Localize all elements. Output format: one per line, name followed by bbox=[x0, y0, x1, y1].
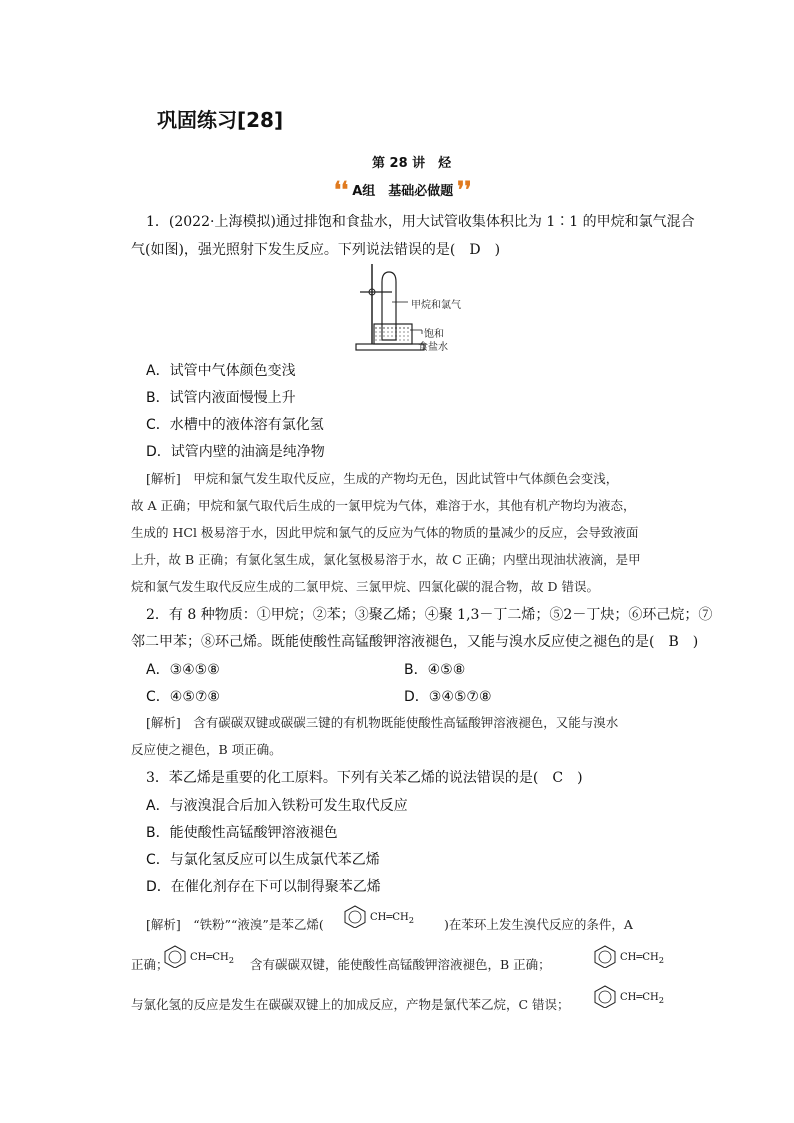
q1-analysis-line4: 上升，故 B 正确；有氯化氢生成，氯化氢极易溶于水，故 C 正确；内壁出现油状液滴，是甲 bbox=[131, 552, 641, 567]
label-methane-chlorine: 甲烷和氯气 bbox=[411, 300, 461, 311]
vinyl-subscript: 2 bbox=[408, 915, 415, 925]
open-quote-icon: ❛❛ bbox=[334, 176, 349, 203]
q1-analysis-line5: 烷和氯气发生取代反应生成的二氯甲烷、三氯甲烷、四氯化碳的混合物，故 D 错误。 bbox=[131, 579, 599, 594]
vinyl-group-3 bbox=[620, 952, 664, 965]
lecture-heading: 第 28 讲 烃 bbox=[372, 156, 452, 171]
vinyl-group-4 bbox=[620, 992, 664, 1005]
page-title: 巩固练习[28] bbox=[157, 108, 284, 132]
q3-option-b: B．能使酸性高锰酸钾溶液褪色 bbox=[146, 825, 338, 841]
q1-stem-line2: 气(如图)，强光照射下发生反应。下列说法错误的是( D ) bbox=[131, 242, 501, 258]
vinyl-text: CH═CH bbox=[190, 952, 229, 963]
styrene-structure-4 bbox=[592, 984, 618, 1012]
q3-analysis-line1-b: )在苯环上发生溴代反应的条件，A bbox=[444, 917, 633, 932]
q1-analysis-line1: [解析] 甲烷和氯气发生取代反应，生成的产物均无色，因此试管中气体颜色会变浅， bbox=[146, 471, 619, 486]
vinyl-text: CH═CH bbox=[620, 992, 659, 1003]
q1-option-d: D．试管内壁的油滴是纯净物 bbox=[146, 444, 325, 460]
q3-option-c: C．与氯化氢反应可以生成氯代苯乙烯 bbox=[146, 852, 380, 868]
vinyl-group-1 bbox=[370, 912, 414, 925]
q2-analysis-line1: [解析] 含有碳碳双键或碳碳三键的有机物既能使酸性高锰酸钾溶液褪色，又能与溴水 bbox=[146, 715, 619, 730]
styrene-structure-3 bbox=[592, 944, 618, 972]
vinyl-subscript: 2 bbox=[658, 955, 665, 965]
q1-option-b: B．试管内液面慢慢上升 bbox=[146, 390, 296, 406]
benzene-ring-icon bbox=[162, 944, 188, 968]
q3-analysis-line3-a: 与氯化氢的反应是发生在碳碳双键上的加成反应，产物是氯代苯乙烷，C 错误； bbox=[131, 997, 570, 1012]
label-brine: 食盐水 bbox=[418, 342, 448, 353]
q2-option-d: D．③④⑤⑦⑧ bbox=[404, 689, 492, 705]
styrene-structure-1 bbox=[342, 904, 368, 932]
q3-option-d: D．在催化剂存在下可以制得聚苯乙烯 bbox=[146, 879, 381, 895]
q2-option-b: B．④⑤⑧ bbox=[404, 662, 466, 678]
q3-analysis-line2-a: 正确； bbox=[131, 957, 169, 972]
benzene-ring-icon bbox=[592, 984, 618, 1008]
vinyl-text: CH═CH bbox=[620, 952, 659, 963]
q1-option-a: A．试管中气体颜色变浅 bbox=[146, 363, 296, 379]
vinyl-subscript: 2 bbox=[228, 955, 235, 965]
q2-stem-line1: 2．有 8 种物质：①甲烷；②苯；③聚乙烯；④聚 1,3－丁二烯；⑤2－丁炔；⑥环己烷；⑦ bbox=[146, 607, 713, 623]
q3-analysis-line1-a: [解析] “铁粉”“液溴”是苯乙烯( bbox=[146, 917, 324, 932]
benzene-ring-icon bbox=[592, 944, 618, 968]
q1-analysis-line2: 故 A 正确；甲烷和氯气取代后生成的一氯甲烷为气体，难溶于水，其他有机产物均为液态， bbox=[131, 498, 636, 513]
q3-stem: 3．苯乙烯是重要的化工原料。下列有关苯乙烯的说法错误的是( C ) bbox=[146, 770, 583, 786]
q2-stem-line2: 邻二甲苯；⑧环己烯。既能使酸性高锰酸钾溶液褪色，又能与溴水反应使之褪色的是( B ) bbox=[131, 634, 699, 650]
q3-option-a: A．与液溴混合后加入铁粉可发生取代反应 bbox=[146, 798, 408, 814]
q2-option-a: A．③④⑤⑧ bbox=[146, 662, 220, 678]
q1-analysis-line3: 生成的 HCl 极易溶于水，因此甲烷和氯气的反应为气体的物质的量减少的反应，会导致液面 bbox=[131, 525, 639, 540]
benzene-ring-icon bbox=[342, 904, 368, 928]
vinyl-subscript: 2 bbox=[658, 995, 665, 1005]
group-heading bbox=[334, 176, 472, 203]
group-label: A组 基础必做题 bbox=[352, 184, 454, 199]
q2-analysis-line2: 反应使之褪色，B 项正确。 bbox=[131, 742, 282, 757]
styrene-structure-2 bbox=[162, 944, 188, 972]
q1-option-c: C．水槽中的液体溶有氯化氢 bbox=[146, 417, 324, 433]
vinyl-group-2 bbox=[190, 952, 234, 965]
q2-option-c: C．④⑤⑦⑧ bbox=[146, 689, 220, 705]
close-quote-icon: ❜❜ bbox=[457, 176, 472, 203]
vinyl-text: CH═CH bbox=[370, 912, 409, 923]
q1-stem-line1: 1．(2022·上海模拟)通过排饱和食盐水，用大试管收集体积比为 1∶1 的甲烷和氯气混合 bbox=[146, 214, 695, 230]
label-saturated: 饱和 bbox=[424, 329, 444, 340]
q3-analysis-line2-b: 含有碳碳双键，能使酸性高锰酸钾溶液褪色，B 正确； bbox=[250, 957, 551, 972]
